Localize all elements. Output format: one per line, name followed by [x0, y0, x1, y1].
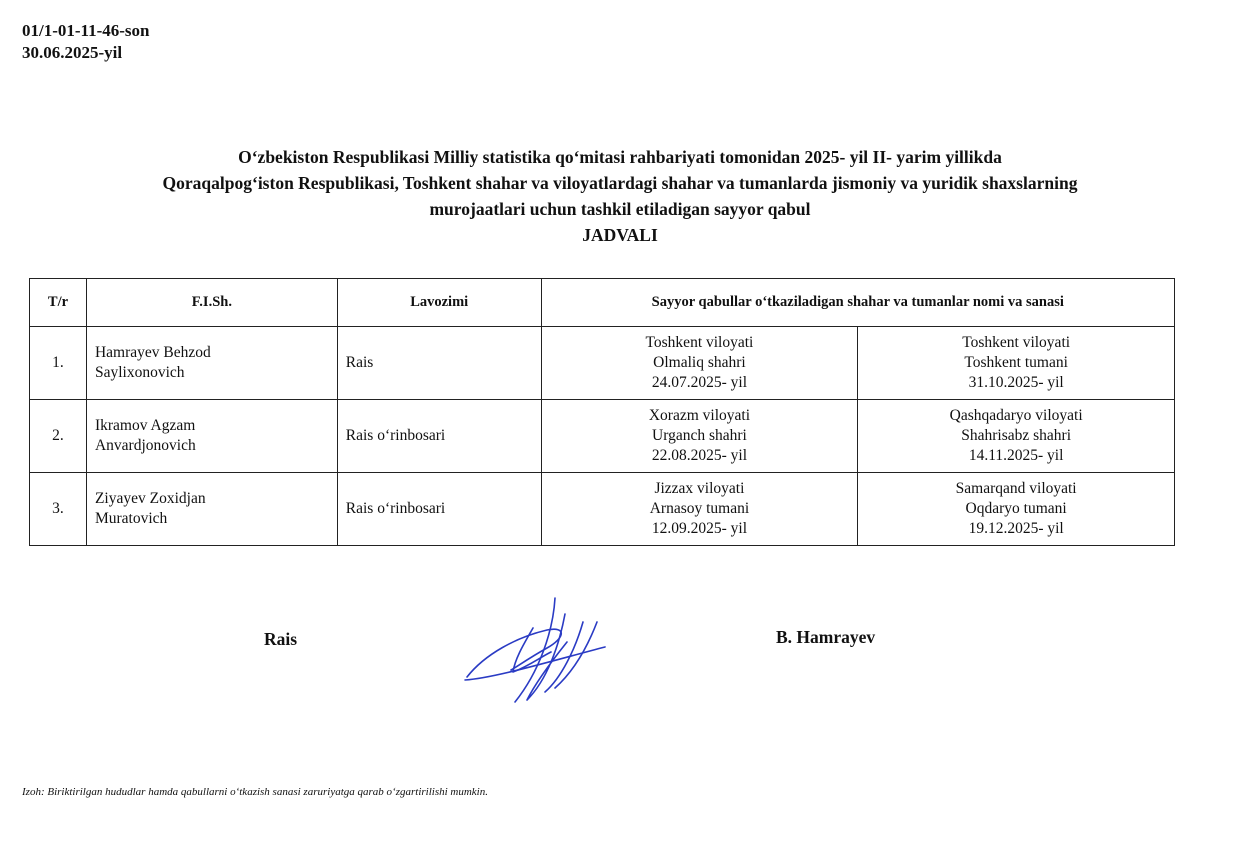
header-num: T/r	[30, 279, 87, 327]
title-line-1: O‘zbekiston Respublikasi Milliy statistika qo‘mitasi rahbariyati tomonidan 2025- yil II- yarim yillikda	[238, 147, 1002, 167]
header-locations: Sayyor qabullar o‘tkaziladigan shahar va tumanlar nomi va sanasi	[541, 279, 1174, 327]
visit-location-2	[858, 327, 1175, 400]
document-number: 01/1-01-11-46-son	[22, 21, 150, 40]
title-line-2: Qoraqalpog‘iston Respublikasi, Toshkent shahar va viloyatlardagi shahar va tumanlarda jismoniy va yuridik shaxslarning	[162, 173, 1078, 193]
row-number: 2.	[30, 400, 87, 473]
title-line-3: murojaatlari uchun tashkil etiladigan sayyor qabul	[429, 199, 811, 219]
header-position: Lavozimi	[337, 279, 541, 327]
location-date: 12.09.2025- yil	[651, 520, 748, 537]
visit-location-1	[541, 327, 858, 400]
signature-stroke	[545, 622, 583, 692]
document-date: 30.06.2025-yil	[22, 43, 123, 62]
location-region: Toshkent viloyati	[962, 334, 1071, 351]
title-line-4: JADVALI	[582, 225, 658, 245]
location-place: Arnasoy tumani	[649, 500, 750, 517]
signature-strokes	[465, 598, 605, 702]
location-region: Qashqadaryo viloyati	[949, 407, 1083, 424]
row-number: 3.	[30, 473, 87, 546]
location-region: Toshkent viloyati	[645, 334, 754, 351]
name-line: Ziyayev Zoxidjan	[94, 490, 206, 507]
person-position: Rais o‘rinbosari	[337, 400, 541, 473]
visit-location-1	[541, 473, 858, 546]
location-region: Xorazm viloyati	[648, 407, 751, 424]
footnote: Izoh: Biriktirilgan hududlar hamda qabullarni o‘tkazish sanasi zaruriyatga qarab o‘zgartirilishi mumkin.	[22, 786, 488, 798]
table-header-row	[30, 279, 1175, 327]
signatory-role: Rais	[264, 629, 298, 649]
location-date: 22.08.2025- yil	[651, 447, 748, 464]
visit-location-2	[858, 473, 1175, 546]
name-line: Muratovich	[94, 510, 168, 527]
location-place: Oqdaryo tumani	[965, 500, 1067, 517]
name-line: Ikramov Agzam	[94, 417, 196, 434]
person-position: Rais	[337, 327, 541, 400]
person-name	[86, 473, 337, 546]
table-row	[30, 400, 1175, 473]
person-position: Rais o‘rinbosari	[337, 473, 541, 546]
header-name: F.I.Sh.	[86, 279, 337, 327]
location-place: Shahrisabz shahri	[961, 427, 1072, 444]
person-name	[86, 327, 337, 400]
name-line: Saylixonovich	[94, 364, 185, 381]
schedule-table	[29, 278, 1175, 546]
location-date: 31.10.2025- yil	[968, 374, 1064, 391]
location-place: Olmaliq shahri	[653, 354, 746, 371]
signatory-name: B. Hamrayev	[776, 627, 876, 647]
name-line: Anvardjonovich	[94, 437, 196, 454]
location-region: Samarqand viloyati	[955, 480, 1077, 497]
row-number: 1.	[30, 327, 87, 400]
document-reference	[22, 20, 150, 64]
visit-location-2	[858, 400, 1175, 473]
document-title	[90, 144, 1150, 248]
location-place: Urganch shahri	[652, 427, 747, 444]
handwritten-signature	[455, 592, 615, 712]
table-row	[30, 473, 1175, 546]
location-date: 14.11.2025- yil	[968, 447, 1064, 464]
person-name	[86, 400, 337, 473]
name-line: Hamrayev Behzod	[94, 344, 211, 361]
location-date: 24.07.2025- yil	[651, 374, 748, 391]
visit-location-1	[541, 400, 858, 473]
location-region: Jizzax viloyati	[654, 480, 745, 497]
location-date: 19.12.2025- yil	[968, 520, 1064, 537]
location-place: Toshkent tumani	[964, 354, 1068, 371]
table-row	[30, 327, 1175, 400]
